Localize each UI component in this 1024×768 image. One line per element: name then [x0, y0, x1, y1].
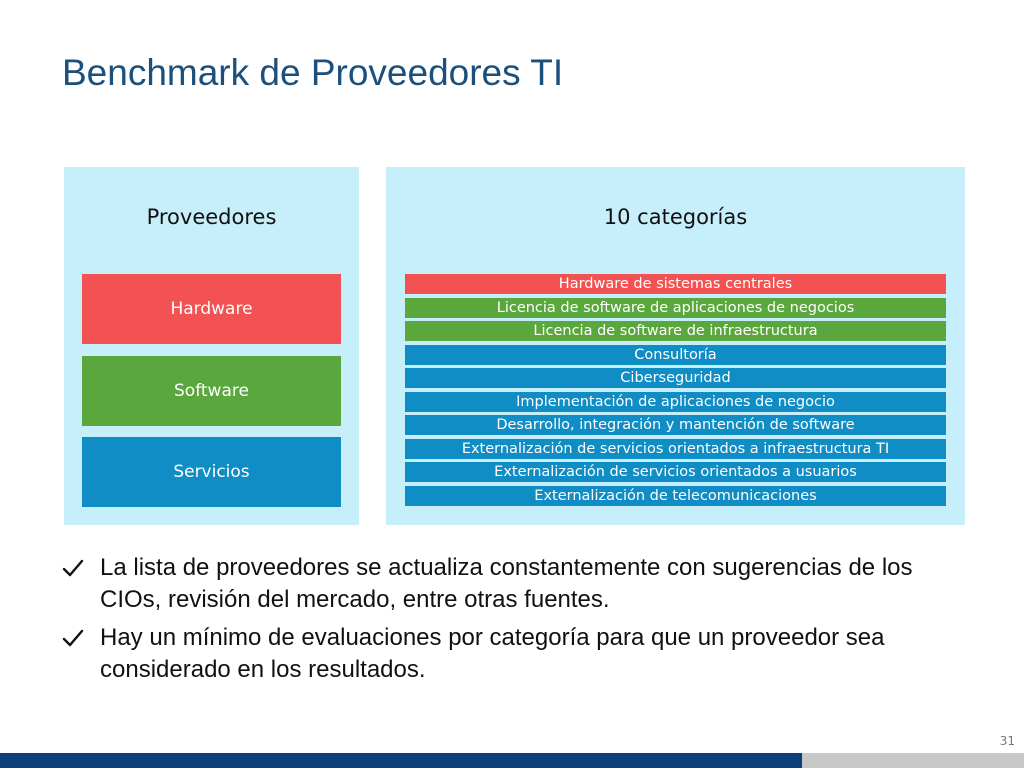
provider-software-box: Software [82, 356, 341, 426]
check-icon [62, 628, 84, 648]
categories-heading: 10 categorías [603, 205, 748, 229]
category-item: Desarrollo, integración y mantención de software [405, 415, 946, 435]
category-item: Ciberseguridad [405, 368, 946, 388]
bullet-text: Hay un mínimo de evaluaciones por categoría para que un proveedor sea considerado en los resultados. [100, 624, 885, 683]
page-number: 31 [999, 734, 1015, 748]
providers-panel [64, 167, 359, 525]
category-item: Implementación de aplicaciones de negocio [405, 392, 946, 412]
provider-services-box: Servicios [82, 437, 341, 507]
provider-hardware-box: Hardware [82, 274, 341, 344]
categories-panel [386, 167, 965, 525]
footer-bar [0, 753, 802, 768]
category-item: Licencia de software de infraestructura [405, 321, 946, 341]
category-item: Externalización de servicios orientados a infraestructura TI [405, 439, 946, 459]
slide-title: Benchmark de Proveedores TI [62, 52, 564, 93]
footer-bar-gray [802, 753, 1024, 768]
check-icon [62, 558, 84, 578]
category-item: Licencia de software de aplicaciones de negocios [405, 298, 946, 318]
category-list [405, 274, 946, 509]
bullet-text: La lista de proveedores se actualiza constantemente con sugerencias de los CIOs, revisión del mercado, entre otras fuentes. [100, 554, 913, 613]
category-item: Consultoría [405, 345, 946, 365]
category-item: Externalización de telecomunicaciones [405, 486, 946, 506]
category-item: Externalización de servicios orientados a usuarios [405, 462, 946, 482]
bullet-item [62, 622, 962, 686]
bullet-list [62, 552, 962, 692]
providers-heading: Proveedores [146, 205, 277, 229]
category-item: Hardware de sistemas centrales [405, 274, 946, 294]
bullet-item [62, 552, 962, 616]
